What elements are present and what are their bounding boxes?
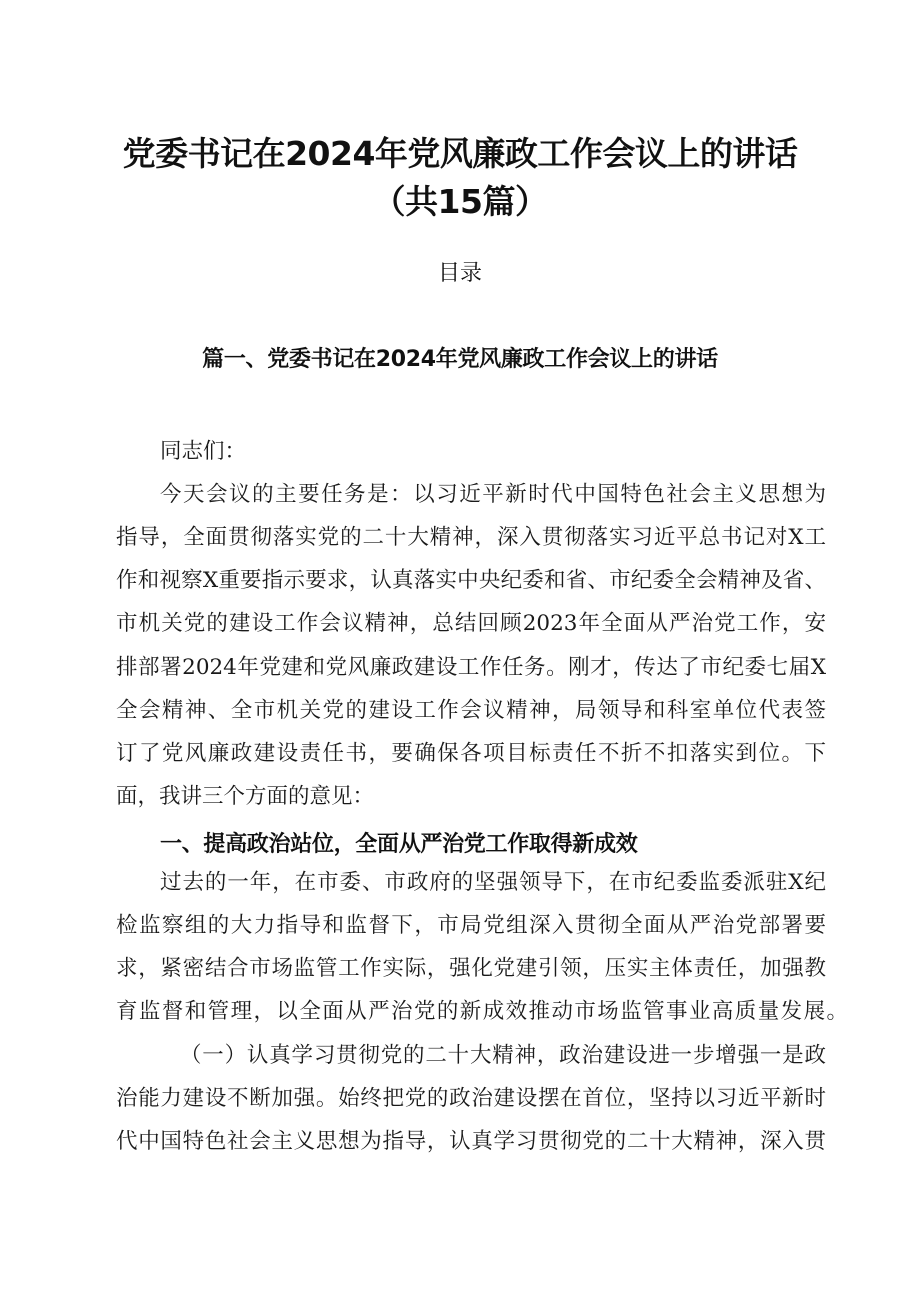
paragraph-line: 今天会议的主要任务是：以习近平新时代中国特色社会主义思想为 [160,482,826,507]
paragraph-line: 代中国特色社会主义思想为指导，认真学习贯彻党的二十大精神，深入贯 [116,1129,826,1154]
paragraph-line: 市机关党的建设工作会议精神，总结回顾2023年全面从严治党工作，安 [116,611,826,636]
paragraph-line: 订了党风廉政建设责任书，要确保各项目标责任不折不扣落实到位。下 [116,741,826,766]
paragraph-line: 面，我讲三个方面的意见： [116,784,375,809]
paragraph-line: 作和视察X重要指示要求，认真落实中央纪委和省、市纪委全会精神及省、 [116,568,826,593]
toc-item: 篇一、党委书记在2024年党风廉政工作会议上的讲话 [202,347,718,372]
paragraph-line: （一）认真学习贯彻党的二十大精神，政治建设进一步增强一是政 [180,1043,826,1068]
section-heading: 一、提高政治站位，全面从严治党工作取得新成效 [160,832,638,857]
paragraph-line: 求，紧密结合市场监管工作实际，强化党建引领，压实主体责任，加强教 [116,956,826,981]
paragraph-line: 育监督和管理，以全面从严治党的新成效推动市场监管事业高质量发展。 [116,999,848,1024]
paragraph-line: 排部署2024年党建和党风廉政建设工作任务。刚才，传达了市纪委七届X [116,655,826,680]
document-title-line-2: （共15篇） [372,182,548,221]
document-title-line-1: 党委书记在2024年党风廉政工作会议上的讲话 [122,134,798,173]
paragraph-line: 指导，全面贯彻落实党的二十大精神，深入贯彻落实习近平总书记对X工 [116,525,826,550]
toc-heading: 目录 [437,261,482,286]
paragraph-line: 治能力建设不断加强。始终把党的政治建设摆在首位，坚持以习近平新时 [116,1086,826,1111]
greeting: 同志们： [160,439,247,464]
paragraph-line: 检监察组的大力指导和监督下，市局党组深入贯彻全面从严治党部署要 [116,913,826,938]
paragraph-line: 过去的一年，在市委、市政府的坚强领导下，在市纪委监委派驻X纪 [160,870,826,895]
paragraph-line: 全会精神、全市机关党的建设工作会议精神，局领导和科室单位代表签 [116,698,826,723]
